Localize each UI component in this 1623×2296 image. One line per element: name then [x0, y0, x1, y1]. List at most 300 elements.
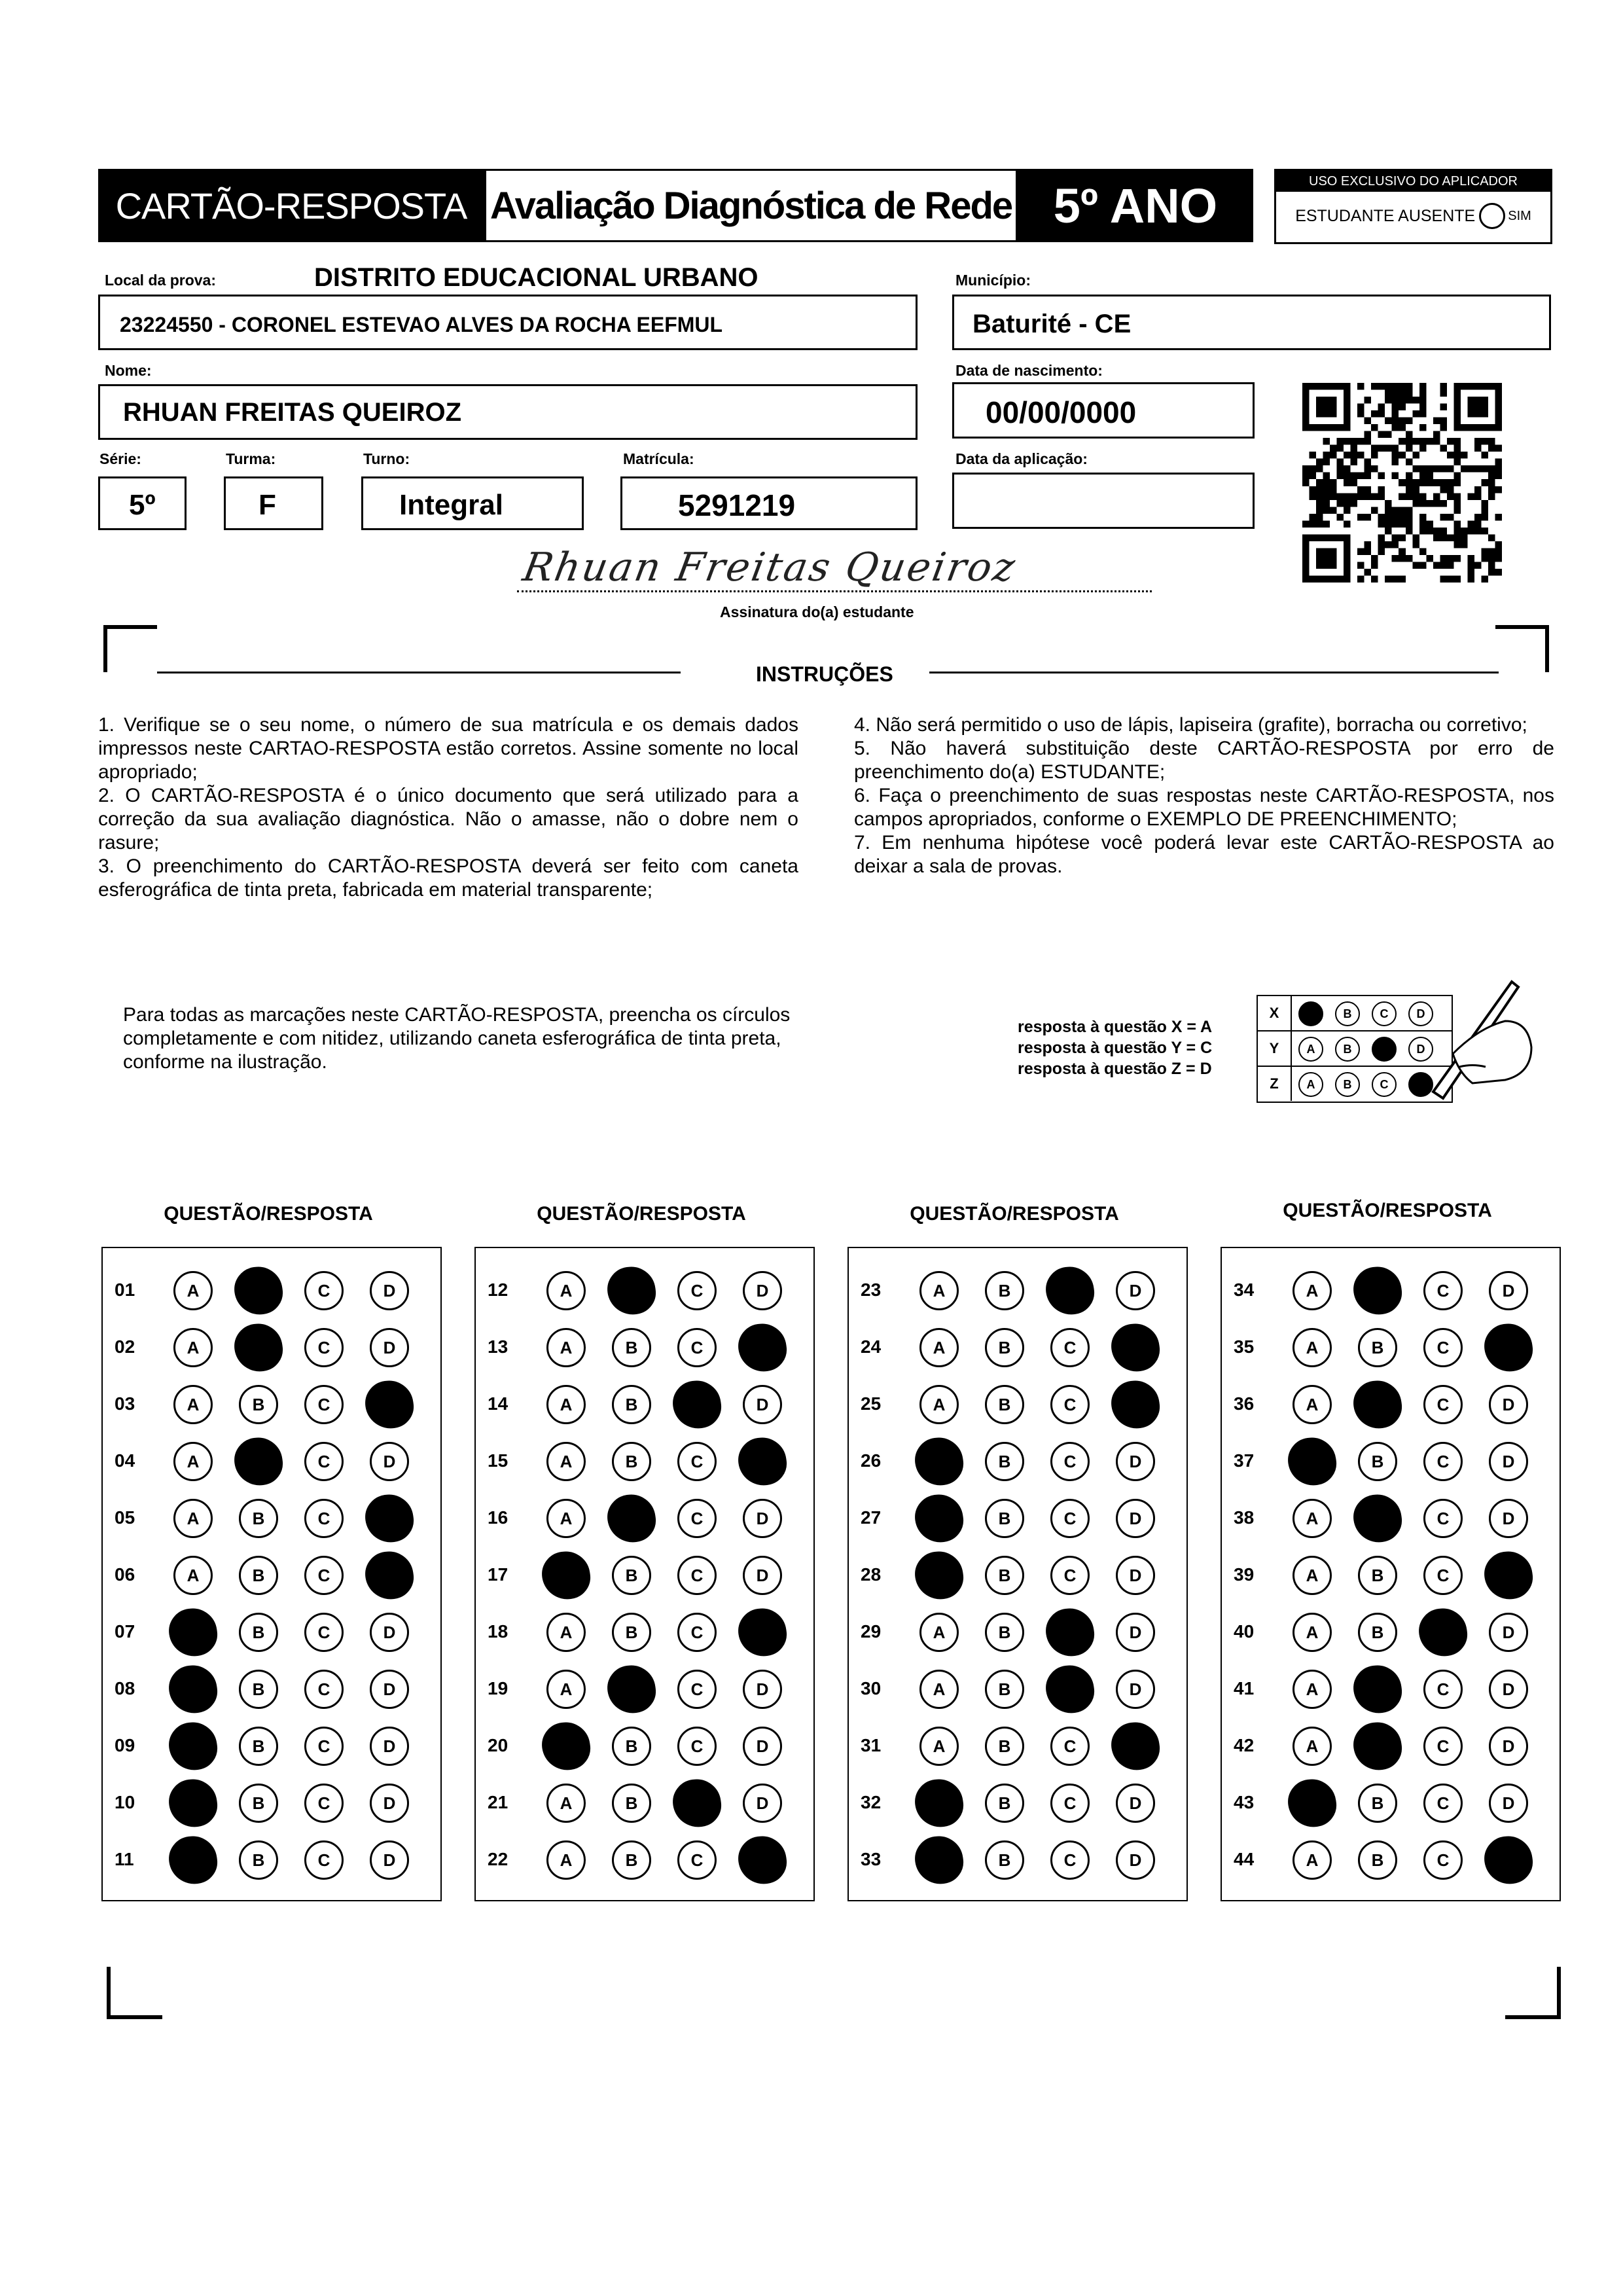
- answer-bubble-d[interactable]: [743, 1727, 782, 1766]
- answer-bubble-b[interactable]: [239, 1670, 278, 1709]
- bubble-letter: D: [1502, 1451, 1515, 1471]
- answer-bubble-c[interactable]: [304, 1271, 344, 1310]
- question-number: 38: [1234, 1507, 1255, 1528]
- qr-module: [1378, 410, 1385, 418]
- question-column-header: QUESTÃO/RESPOSTA: [537, 1203, 746, 1225]
- answer-bubble-a[interactable]: [919, 1613, 959, 1652]
- qr-code-graphic: [1302, 383, 1502, 583]
- answer-bubble-d[interactable]: [743, 1556, 782, 1595]
- answer-bubble-d[interactable]: [1489, 1385, 1528, 1424]
- qr-module: [1467, 528, 1474, 535]
- qr-module: [1406, 445, 1413, 452]
- question-number: 23: [861, 1280, 882, 1300]
- qr-module: [1419, 528, 1427, 535]
- bubble-letter: D: [756, 1793, 769, 1813]
- bubble-letter: C: [1436, 1679, 1450, 1699]
- answer-bubble-a[interactable]: [919, 1271, 959, 1310]
- bubble-letter: C: [1063, 1850, 1077, 1870]
- answer-bubble-b[interactable]: [239, 1727, 278, 1766]
- answer-bubble-d[interactable]: [1489, 1727, 1528, 1766]
- qr-module: [1323, 520, 1330, 528]
- answer-bubble-c[interactable]: [1423, 1442, 1463, 1481]
- answer-bubble-d[interactable]: [1489, 1784, 1528, 1823]
- qr-module: [1392, 473, 1399, 480]
- qr-module: [1357, 486, 1364, 493]
- answer-bubble-d[interactable]: [370, 1328, 409, 1367]
- answer-bubble-d[interactable]: [370, 1442, 409, 1481]
- answer-bubble-b[interactable]: [1358, 1613, 1397, 1652]
- qr-module: [1385, 528, 1392, 535]
- bubble-letter: A: [1306, 1736, 1319, 1756]
- bubble-letter: D: [756, 1565, 769, 1585]
- answer-bubble-c[interactable]: [304, 1556, 344, 1595]
- corner-mark-bottom-right: [1505, 1967, 1561, 2019]
- answer-bubble-a[interactable]: [173, 1271, 213, 1310]
- qr-module: [1488, 569, 1495, 576]
- bubble-letter: D: [1502, 1280, 1515, 1300]
- answer-bubble-c[interactable]: [1423, 1499, 1463, 1538]
- answer-bubble-a[interactable]: [173, 1385, 213, 1424]
- answer-bubble-c[interactable]: [304, 1328, 344, 1367]
- qr-module: [1461, 534, 1468, 541]
- question-number: 42: [1234, 1735, 1255, 1755]
- qr-module: [1399, 534, 1406, 541]
- answer-bubble-c[interactable]: [304, 1499, 344, 1538]
- answer-bubble-d[interactable]: [1489, 1670, 1528, 1709]
- qr-module: [1378, 404, 1385, 411]
- bubble-letter: D: [383, 1736, 396, 1756]
- question-number: 16: [488, 1507, 508, 1528]
- answer-bubble-c[interactable]: [304, 1784, 344, 1823]
- answer-bubble-c[interactable]: [1423, 1385, 1463, 1424]
- answer-bubble-b[interactable]: [985, 1271, 1024, 1310]
- answer-bubble-d[interactable]: [1489, 1271, 1528, 1310]
- answer-bubble-a[interactable]: [1293, 1385, 1332, 1424]
- answer-bubble-c[interactable]: [1050, 1442, 1090, 1481]
- answer-bubble-d[interactable]: [370, 1727, 409, 1766]
- qr-module: [1364, 397, 1372, 404]
- answer-bubble-a[interactable]: [546, 1385, 586, 1424]
- qr-module: [1316, 479, 1323, 486]
- exam-title-text: Avaliação Diagnóstica de Rede: [490, 184, 1012, 227]
- bubble-letter: D: [1502, 1508, 1515, 1528]
- answer-bubble-a[interactable]: [1293, 1613, 1332, 1652]
- qr-module: [1357, 548, 1364, 555]
- answer-bubble-b[interactable]: [239, 1385, 278, 1424]
- answer-bubble-b[interactable]: [985, 1727, 1024, 1766]
- card-title-text: CARTÃO-RESPOSTA: [115, 185, 467, 226]
- qr-module: [1351, 500, 1358, 507]
- answer-bubble-b[interactable]: [239, 1499, 278, 1538]
- answer-bubble-c[interactable]: [304, 1385, 344, 1424]
- bubble-letter: D: [1502, 1394, 1515, 1414]
- turma-label: Turma:: [226, 450, 276, 467]
- qr-module: [1495, 473, 1502, 480]
- answer-bubble-c[interactable]: [304, 1442, 344, 1481]
- qr-module: [1364, 548, 1372, 555]
- qr-module: [1323, 507, 1330, 514]
- qr-module: [1481, 575, 1488, 583]
- qr-module: [1364, 541, 1372, 548]
- instruction-6: 6. Faça o preenchimento de suas respostas neste CARTÃO-RESPOSTA, nos campos apropriados, conforme o EXEMPLO DE PREENCHIMENTO;: [854, 785, 1554, 830]
- qr-module: [1399, 520, 1406, 528]
- answer-bubble-d[interactable]: [1489, 1442, 1528, 1481]
- qr-module: [1419, 514, 1427, 521]
- answer-bubble-d[interactable]: [1116, 1840, 1155, 1880]
- bubble-letter: A: [933, 1679, 946, 1699]
- answer-bubble-c[interactable]: [677, 1840, 717, 1880]
- qr-module: [1392, 383, 1399, 390]
- answer-bubble-b[interactable]: [1358, 1556, 1397, 1595]
- qr-module: [1337, 465, 1344, 473]
- qr-module: [1392, 452, 1399, 459]
- answer-bubble-a[interactable]: [1293, 1727, 1332, 1766]
- matricula-value: 5291219: [678, 488, 796, 522]
- answer-bubble-d[interactable]: [1116, 1271, 1155, 1310]
- answer-bubble-a[interactable]: [546, 1784, 586, 1823]
- bubble-letter: D: [1129, 1508, 1142, 1528]
- qr-module: [1461, 465, 1468, 473]
- answer-bubble-a[interactable]: [1293, 1840, 1332, 1880]
- answer-bubble-d[interactable]: [1116, 1784, 1155, 1823]
- answer-bubble-a[interactable]: [546, 1613, 586, 1652]
- question-number: 26: [861, 1450, 882, 1471]
- bubble-letter: D: [1129, 1565, 1142, 1585]
- answer-bubble-b[interactable]: [985, 1442, 1024, 1481]
- corner-mark-top-left: [103, 625, 157, 672]
- answer-bubble-b[interactable]: [239, 1784, 278, 1823]
- answer-bubble-b[interactable]: [612, 1727, 651, 1766]
- answer-bubble-a[interactable]: [1293, 1271, 1332, 1310]
- answer-bubble-a[interactable]: [919, 1328, 959, 1367]
- qr-module: [1337, 514, 1344, 521]
- question-number: 28: [861, 1564, 882, 1585]
- instruction-5: 5. Não haverá substituição deste CARTÃO-RESPOSTA por erro de preenchimento do(a) ESTUDANTE;: [854, 738, 1554, 783]
- answer-bubble-c[interactable]: [1423, 1328, 1463, 1367]
- bubble-letter: B: [252, 1736, 265, 1756]
- aplicacao-field: [952, 473, 1255, 529]
- answer-bubble-a[interactable]: [919, 1385, 959, 1424]
- bubble-letter: C: [690, 1508, 704, 1528]
- qr-module: [1440, 390, 1447, 397]
- municipio-label: Município:: [955, 272, 1031, 289]
- answer-bubble-c[interactable]: [1423, 1670, 1463, 1709]
- answer-bubble-a[interactable]: [546, 1670, 586, 1709]
- qr-module: [1330, 479, 1337, 486]
- qr-module: [1406, 514, 1413, 521]
- qr-module: [1371, 555, 1378, 562]
- answer-bubble-a[interactable]: [546, 1442, 586, 1481]
- answer-bubble-a[interactable]: [173, 1328, 213, 1367]
- answer-bubble-c[interactable]: [1423, 1840, 1463, 1880]
- answer-bubble-b[interactable]: [1358, 1840, 1397, 1880]
- answer-bubble-b[interactable]: [1358, 1328, 1397, 1367]
- answer-bubble-a[interactable]: [1293, 1328, 1332, 1367]
- qr-module: [1392, 555, 1399, 562]
- qr-module: [1426, 465, 1433, 473]
- qr-module: [1488, 555, 1495, 562]
- answer-bubble-b[interactable]: [985, 1556, 1024, 1595]
- bubble-letter: B: [625, 1622, 638, 1642]
- answer-bubble-d[interactable]: [743, 1385, 782, 1424]
- qr-module: [1406, 438, 1413, 445]
- answer-bubble-c[interactable]: [1050, 1385, 1090, 1424]
- answer-bubble-c[interactable]: [677, 1727, 717, 1766]
- bubble-letter: A: [560, 1850, 573, 1870]
- qr-module: [1447, 562, 1454, 569]
- bubble-letter: C: [1063, 1508, 1077, 1528]
- bubble-letter: C: [1063, 1451, 1077, 1471]
- answer-bubble-b[interactable]: [985, 1328, 1024, 1367]
- aplicacao-label: Data da aplicação:: [955, 450, 1088, 467]
- qr-module: [1406, 479, 1413, 486]
- answer-bubble-c[interactable]: [1050, 1784, 1090, 1823]
- answer-bubble-d[interactable]: [1116, 1613, 1155, 1652]
- legend-x: resposta à questão X = A: [1018, 1018, 1213, 1036]
- answer-bubble-b[interactable]: [239, 1556, 278, 1595]
- answer-bubble-a[interactable]: [1293, 1499, 1332, 1538]
- example-bubble-a: [1298, 1037, 1323, 1062]
- qr-module: [1454, 500, 1461, 507]
- answer-bubble-c[interactable]: [677, 1271, 717, 1310]
- answer-bubble-a[interactable]: [919, 1727, 959, 1766]
- qr-module: [1467, 397, 1488, 418]
- qr-module: [1440, 486, 1447, 493]
- answer-bubble-d[interactable]: [743, 1271, 782, 1310]
- answer-bubble-d[interactable]: [370, 1840, 409, 1880]
- answer-bubble-c[interactable]: [1423, 1784, 1463, 1823]
- qr-module: [1467, 465, 1474, 473]
- answer-bubble-c[interactable]: [1050, 1727, 1090, 1766]
- answer-bubble-c[interactable]: [304, 1670, 344, 1709]
- answer-bubble-d[interactable]: [743, 1499, 782, 1538]
- answer-bubble-c[interactable]: [677, 1499, 717, 1538]
- qr-module: [1454, 541, 1461, 548]
- example-bubble-a: [1298, 1072, 1323, 1097]
- answer-bubble-c[interactable]: [1050, 1328, 1090, 1367]
- answer-bubble-c[interactable]: [677, 1556, 717, 1595]
- qr-module: [1364, 459, 1372, 466]
- answer-bubble-b[interactable]: [612, 1385, 651, 1424]
- qr-module: [1351, 479, 1358, 486]
- answer-bubble-d[interactable]: [1116, 1499, 1155, 1538]
- answer-bubble-a[interactable]: [1293, 1670, 1332, 1709]
- qr-module: [1440, 404, 1447, 411]
- qr-module: [1406, 390, 1413, 397]
- answer-bubble-b[interactable]: [985, 1499, 1024, 1538]
- answer-bubble-b[interactable]: [1358, 1784, 1397, 1823]
- qr-module: [1344, 500, 1351, 507]
- answer-bubble-d[interactable]: [1116, 1442, 1155, 1481]
- qr-module: [1302, 465, 1310, 473]
- answer-bubble-c[interactable]: [304, 1840, 344, 1880]
- answer-bubble-c[interactable]: [1423, 1556, 1463, 1595]
- answer-bubble-b[interactable]: [985, 1840, 1024, 1880]
- answer-bubble-a[interactable]: [173, 1556, 213, 1595]
- bubble-letter: C: [317, 1508, 330, 1528]
- bubble-letter: D: [756, 1508, 769, 1528]
- qr-module: [1378, 383, 1385, 390]
- instruction-4: 4. Não será permitido o uso de lápis, lapiseira (grafite), borracha ou corretivo;: [854, 714, 1527, 736]
- absent-option: SIM: [1508, 208, 1531, 223]
- answer-bubble-d[interactable]: [1116, 1670, 1155, 1709]
- answer-bubble-d[interactable]: [743, 1784, 782, 1823]
- answer-bubble-c[interactable]: [677, 1442, 717, 1481]
- example-bubble-letter: A: [1306, 1042, 1315, 1056]
- qr-module: [1371, 575, 1378, 583]
- qr-module: [1316, 514, 1323, 521]
- qr-module: [1392, 410, 1399, 418]
- answer-bubble-d[interactable]: [743, 1670, 782, 1709]
- pen-hand-illustration: [1414, 975, 1544, 1106]
- municipio-value: Baturité - CE: [972, 310, 1132, 338]
- example-bubble-letter: B: [1343, 1042, 1352, 1056]
- qr-module: [1481, 438, 1488, 445]
- qr-module: [1330, 445, 1337, 452]
- answer-bubble-c[interactable]: [1050, 1499, 1090, 1538]
- answer-bubble-d[interactable]: [370, 1670, 409, 1709]
- answer-bubble-d[interactable]: [370, 1784, 409, 1823]
- qr-module: [1406, 520, 1413, 528]
- answer-bubble-a[interactable]: [173, 1499, 213, 1538]
- bubble-letter: A: [933, 1736, 946, 1756]
- answer-bubble-a[interactable]: [546, 1499, 586, 1538]
- bubble-letter: C: [317, 1280, 330, 1300]
- answer-bubble-c[interactable]: [304, 1727, 344, 1766]
- qr-module: [1454, 534, 1461, 541]
- header-card-title: [98, 169, 484, 242]
- qr-module: [1454, 555, 1461, 562]
- qr-module: [1399, 514, 1406, 521]
- answer-bubble-c[interactable]: [1423, 1727, 1463, 1766]
- answer-bubble-b[interactable]: [1358, 1442, 1397, 1481]
- qr-module: [1474, 562, 1482, 569]
- qr-module: [1412, 500, 1419, 507]
- bubble-letter: C: [317, 1394, 330, 1414]
- qr-module: [1330, 507, 1337, 514]
- answer-bubble-c[interactable]: [1050, 1556, 1090, 1595]
- bubble-letter: A: [187, 1280, 200, 1300]
- nascimento-field: [952, 382, 1255, 439]
- bubble-letter: A: [1306, 1679, 1319, 1699]
- nome-label: Nome:: [105, 362, 152, 379]
- bubble-letter: D: [756, 1736, 769, 1756]
- answer-bubble-b[interactable]: [612, 1840, 651, 1880]
- answer-bubble-c[interactable]: [677, 1670, 717, 1709]
- qr-module: [1392, 541, 1399, 548]
- answer-bubble-c[interactable]: [1050, 1840, 1090, 1880]
- qr-module: [1433, 493, 1440, 500]
- qr-module: [1433, 562, 1440, 569]
- qr-module: [1323, 500, 1330, 507]
- instruction-2: 2. O CARTÃO-RESPOSTA é o único documento que será utilizado para a correção da sua avaliação diagnóstica. Não o amasse, não o dobre nem o rasure;: [98, 785, 798, 853]
- bubble-letter: A: [933, 1337, 946, 1357]
- answer-bubble-d[interactable]: [1489, 1499, 1528, 1538]
- answer-bubble-b[interactable]: [612, 1784, 651, 1823]
- qr-module: [1399, 383, 1406, 390]
- qr-module: [1357, 438, 1364, 445]
- answer-bubble-c[interactable]: [1423, 1271, 1463, 1310]
- qr-module: [1454, 575, 1461, 583]
- answer-bubble-a[interactable]: [546, 1271, 586, 1310]
- qr-module: [1419, 548, 1427, 555]
- answer-bubble-b[interactable]: [239, 1613, 278, 1652]
- answer-bubble-c[interactable]: [677, 1613, 717, 1652]
- answer-bubble-b[interactable]: [612, 1328, 651, 1367]
- qr-code: [1302, 383, 1502, 583]
- question-number: 18: [488, 1621, 508, 1641]
- example-bubble-b: [1335, 1001, 1360, 1026]
- answer-bubble-a[interactable]: [173, 1442, 213, 1481]
- instructions-title: INSTRUÇÕES: [756, 662, 893, 686]
- answer-bubble-c[interactable]: [677, 1328, 717, 1367]
- example-row-label: Z: [1258, 1067, 1292, 1101]
- qr-module: [1323, 459, 1330, 466]
- turma-field: [224, 476, 323, 530]
- example-row-label: Y: [1258, 1031, 1292, 1066]
- answer-bubble-b[interactable]: [239, 1840, 278, 1880]
- question-number: 12: [488, 1280, 508, 1300]
- answer-bubble-b[interactable]: [985, 1670, 1024, 1709]
- qr-module: [1302, 479, 1310, 486]
- qr-module: [1378, 548, 1385, 555]
- answer-bubble-b[interactable]: [612, 1442, 651, 1481]
- qr-module: [1364, 438, 1372, 445]
- answer-bubble-d[interactable]: [370, 1271, 409, 1310]
- qr-module: [1351, 473, 1358, 480]
- answer-bubble-a[interactable]: [546, 1840, 586, 1880]
- qr-module: [1481, 479, 1488, 486]
- qr-module: [1392, 520, 1399, 528]
- question-number: 30: [861, 1678, 882, 1698]
- example-note: Para todas as marcações neste CARTÃO-RESPOSTA, preencha os círculos completamente e com nitidez, utilizando caneta esferográfica de tinta preta, conforme na ilustração.: [123, 1004, 791, 1073]
- answer-bubble-b[interactable]: [612, 1613, 651, 1652]
- qr-module: [1344, 507, 1351, 514]
- answer-bubble-d[interactable]: [1116, 1556, 1155, 1595]
- absent-checkbox[interactable]: [1479, 203, 1505, 229]
- bubble-letter: B: [998, 1451, 1011, 1471]
- answer-bubble-b[interactable]: [985, 1613, 1024, 1652]
- qr-module: [1454, 452, 1461, 459]
- qr-module: [1440, 465, 1447, 473]
- answer-bubble-d[interactable]: [370, 1613, 409, 1652]
- question-number: 15: [488, 1450, 508, 1471]
- qr-module: [1310, 486, 1317, 493]
- qr-module: [1426, 500, 1433, 507]
- qr-module: [1419, 424, 1427, 431]
- answer-bubble-b[interactable]: [985, 1784, 1024, 1823]
- turma-value: F: [259, 489, 276, 521]
- answer-bubble-a[interactable]: [919, 1670, 959, 1709]
- qr-module: [1378, 473, 1385, 480]
- qr-module: [1454, 528, 1461, 535]
- qr-module: [1412, 479, 1419, 486]
- answer-bubble-b[interactable]: [612, 1556, 651, 1595]
- answer-bubble-a[interactable]: [546, 1328, 586, 1367]
- qr-module: [1419, 404, 1427, 411]
- qr-module: [1337, 493, 1344, 500]
- answer-bubble-b[interactable]: [985, 1385, 1024, 1424]
- answer-bubble-d[interactable]: [1489, 1613, 1528, 1652]
- qr-module: [1419, 520, 1427, 528]
- qr-module: [1467, 575, 1474, 583]
- bubble-letter: A: [560, 1679, 573, 1699]
- question-number: 33: [861, 1849, 882, 1869]
- bubble-letter: C: [317, 1679, 330, 1699]
- answer-bubble-a[interactable]: [1293, 1556, 1332, 1595]
- answer-bubble-c[interactable]: [304, 1613, 344, 1652]
- qr-module: [1461, 541, 1468, 548]
